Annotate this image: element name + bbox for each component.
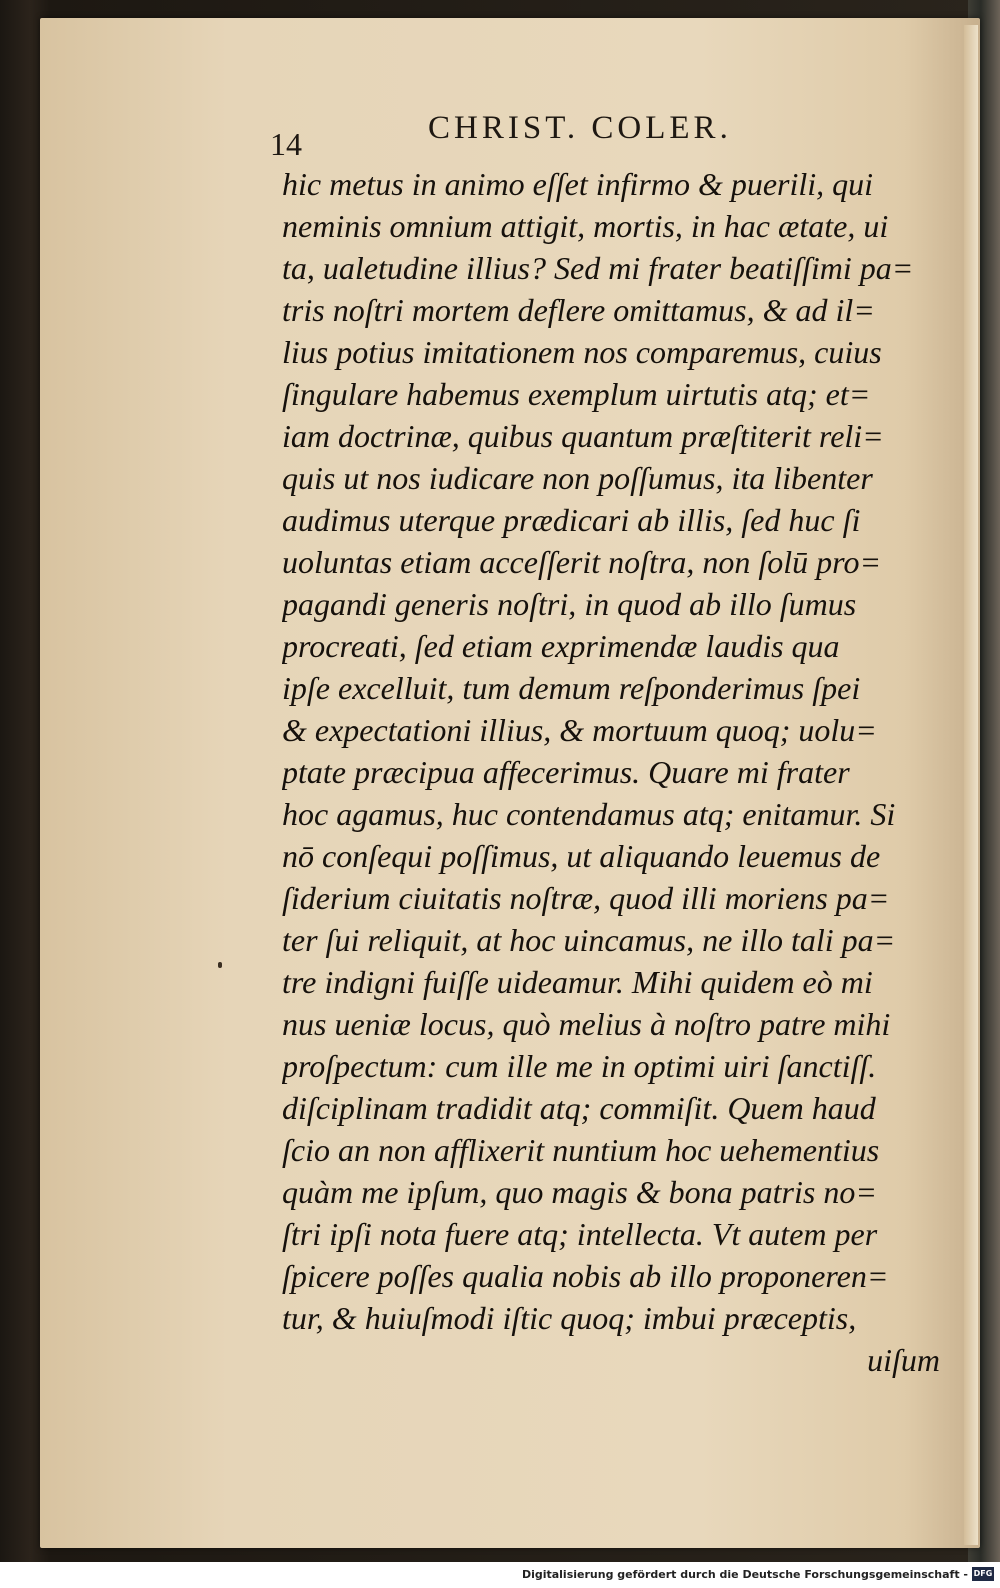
- text-line: ipſe excelluit, tum demum reſponderimus ſpei: [282, 670, 861, 706]
- text-line: diſciplinam tradidit atq; commiſit. Quem haud: [282, 1090, 876, 1126]
- ink-speck: [218, 962, 222, 968]
- text-line: ptate præcipua affecerimus. Quare mi frater: [282, 754, 850, 790]
- text-line: pagandi generis noſtri, in quod ab illo ſumus: [282, 586, 857, 622]
- text-line: lius potius imitationem nos comparemus, cuius: [282, 334, 882, 370]
- text-line: ſcio an non afflixerit nuntium hoc uehementius: [282, 1132, 880, 1168]
- text-line: procreati, ſed etiam exprimendæ laudis qua: [282, 628, 840, 664]
- text-line: tur, & huiuſmodi iſtic quoq; imbui præceptis,: [282, 1300, 857, 1336]
- dfg-logo-icon: DFG: [972, 1567, 994, 1581]
- footer-bar: [0, 1562, 1000, 1588]
- page-number: 14: [270, 126, 302, 162]
- text-line: audimus uterque prædicari ab illis, ſed huc ſi: [282, 502, 861, 538]
- text-line: neminis omnium attigit, mortis, in hac ætate, ui: [282, 208, 889, 244]
- text-line: ſiderium ciuitatis noſtræ, quod illi moriens pa=: [282, 880, 890, 916]
- text-line: ſtri ipſi nota fuere atq; intellecta. Vt autem per: [282, 1216, 878, 1252]
- text-line: ter ſui reliquit, at hoc uincamus, ne illo tali pa=: [282, 922, 896, 958]
- body-text: [282, 163, 952, 1381]
- text-line: quis ut nos iudicare non poſſumus, ita libenter: [282, 460, 873, 496]
- text-line: nō conſequi poſſimus, ut aliquando leuemus de: [282, 838, 881, 874]
- running-head: CHRIST. COLER.: [428, 110, 732, 146]
- text-line: tre indigni fuiſſe uideamur. Mihi quidem eò mi: [282, 964, 873, 1000]
- page-edge: [964, 25, 978, 1545]
- text-line: ſpicere poſſes qualia nobis ab illo proponeren=: [282, 1258, 889, 1294]
- page-header: [270, 110, 790, 162]
- text-line: uoluntas etiam acceſſerit noſtra, non ſolū pro=: [282, 544, 882, 580]
- text-line: & expectationi illius, & mortuum quoq; uolu=: [282, 712, 877, 748]
- funding-credit: Digitalisierung gefördert durch die Deutsche Forschungsgemeinschaft -: [521, 1568, 968, 1581]
- text-line: iam doctrinæ, quibus quantum præſtiterit reli=: [282, 418, 884, 454]
- text-line: nus ueniæ locus, quò melius à noſtro patre mihi: [282, 1006, 891, 1042]
- text-line: hic metus in animo eſſet infirmo & puerili, qui: [282, 166, 874, 202]
- text-line: proſpectum: cum ille me in optimi uiri ſanctiſſ.: [282, 1048, 877, 1084]
- text-line: tris noſtri mortem deflere omittamus, & ad il=: [282, 292, 875, 328]
- catchword: uiſum: [867, 1342, 940, 1378]
- text-line: hoc agamus, huc contendamus atq; enitamur. Si: [282, 796, 896, 832]
- text-line: ſingulare habemus exemplum uirtutis atq; et=: [282, 376, 871, 412]
- text-line: ta, ualetudine illius? Sed mi frater beatiſſimi pa=: [282, 250, 914, 286]
- text-line: quàm me ipſum, quo magis & bona patris no=: [282, 1174, 877, 1210]
